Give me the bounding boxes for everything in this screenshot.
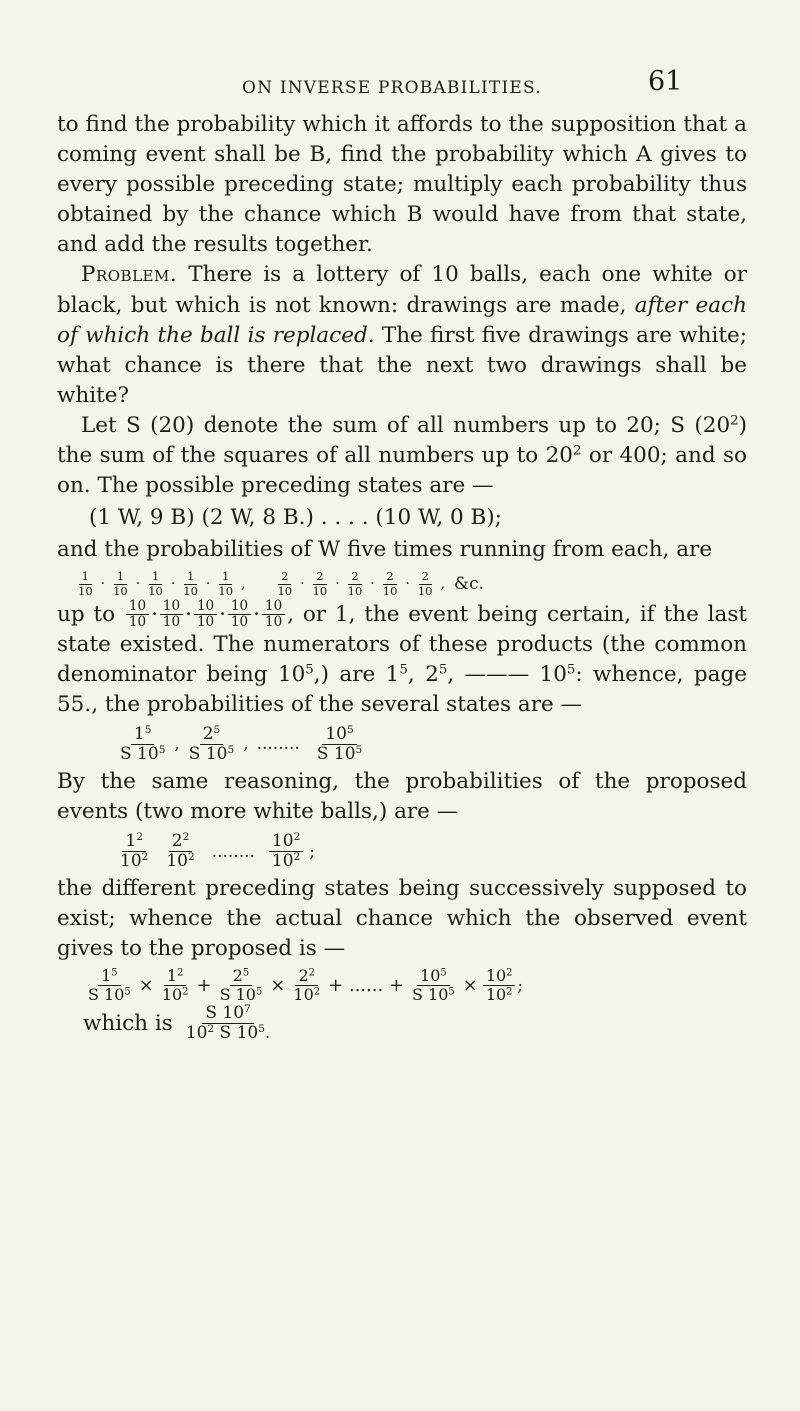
paragraph-and-probabilities: and the probabilities of W five times running from each, are (57, 537, 713, 563)
etc-mark: &c. (453, 574, 484, 595)
upto-text: or 1, the event being certain, if the last state existed. The numerators of these products (the common denominator being 10 (57, 601, 747, 687)
paragraph-by-same: By the same reasoning, the probabilities of the proposed events (two more white balls,) are — (57, 768, 747, 824)
state-frac-10: $\frac{10^5}{S 10^5}$ (316, 723, 363, 764)
upto-frac: $\frac{10}{10}$ (160, 600, 183, 630)
seq-frac: $\frac{2}{10}$ (277, 569, 293, 598)
problem-text-a: There is a lottery of 10 balls, each one white or black, but which is not known: drawings are made, (57, 262, 747, 318)
sum-term-event-10: $\frac{10^2}{10^2}$ (483, 968, 516, 1003)
let-text-a: Let S (20) denote the sum of all numbers up to 20; S (20 (81, 412, 731, 438)
which-is-label: which is (83, 1010, 173, 1036)
state-probability-fractions: $\frac{1^5}{S 10^5}$ , $\frac{2^5}{S 10^5}$ , ........ $\frac{10^5}{S 10^5}$ (111, 726, 747, 763)
upto-frac: $\frac{10}{10}$ (126, 600, 149, 630)
sum-term-state-1: $\frac{1^5}{S 10^5}$ (88, 966, 131, 1005)
problem-emphasis: after each of which the ball is replaced. (57, 292, 747, 348)
state-frac-2: $\frac{2^5}{S 10^5}$ (188, 723, 235, 764)
event-frac-2: $\frac{2^2}{10^2}$ (166, 831, 195, 872)
upto-frac: $\frac{10}{10}$ (194, 600, 217, 630)
sum-term-event-1: $\frac{1^2}{10^2}$ (161, 966, 189, 1005)
event-frac-1: $\frac{1^2}{10^2}$ (120, 831, 149, 872)
event-frac-10: $\frac{10^2}{10^2}$ (269, 833, 303, 870)
seq-frac: $\frac{2}{10}$ (417, 569, 433, 598)
page-number: 61 (648, 66, 683, 97)
paragraph-intro: to find the probability which it affords to the supposition that a coming event shall be B, find the probability which A gives to every possible preceding state; multiply each probability thus obtained by the chance which B would have from that state, and add the results together. (57, 112, 747, 258)
paragraph-different: the different preceding states being successively supposed to exist; whence the actual chance which the observed event gives to the proposed is — (57, 876, 747, 962)
page-header (0, 62, 800, 102)
sum-term-event-2: $\frac{2^2}{10^2}$ (293, 966, 321, 1005)
running-head: ON INVERSE PROBABILITIES. (242, 78, 542, 98)
probability-sequence: $\frac{1}{10}$ · $\frac{1}{10}$ · $\frac{1}{10}$ · $\frac{1}{10}$ · $\frac{1}{10}$ , $\frac{2}{10}$ · $\frac{2}{10}$ · $\frac{2}{10}$ · $\frac{2}{10}$ · $\frac{2}{10}$ , &c. (73, 569, 747, 599)
upto-label: up to (57, 601, 116, 627)
body-text (57, 110, 747, 1042)
states-list: (1 W, 9 B) (2 W, 8 B.) . . . . (10 W, 0 B); (89, 505, 502, 531)
seq-frac: $\frac{1}{10}$ (218, 569, 234, 598)
seq-frac: $\frac{1}{10}$ (78, 569, 93, 598)
exponent: 2 (730, 413, 739, 429)
state-frac-1: $\frac{1^5}{S 10^5}$ (120, 723, 166, 764)
upto-frac: $\frac{10}{10}$ (262, 600, 285, 630)
seq-frac: $\frac{1}{10}$ (183, 569, 198, 598)
paragraph-problem (57, 260, 747, 410)
upto-frac: $\frac{10}{10}$ (228, 600, 251, 630)
paragraph-upto: up to $\frac{10}{10}$ · $\frac{10}{10}$ · $\frac{10}{10}$ · $\frac{10}{10}$ · $\frac{10}{10}$ , or 1, the event being certain, if the last state existed. The numerators of these products (the common denominator being $10^5$,) are $1^5$, $2^5$, ——— $10^5$: whence, page 55., the probabilities of the several states are — (57, 597, 747, 717)
problem-label: Problem. (81, 262, 178, 288)
seq-frac: $\frac{1}{10}$ (113, 569, 128, 598)
let-text-c: or 400; and so on. The possible preceding states are — (57, 443, 747, 499)
ellipsis: ........ (256, 734, 300, 755)
sum-term-state-10: $\frac{10^5}{S 10^5}$ (412, 966, 455, 1005)
event-probability-fractions: $\frac{1^2}{10^2}$ $\frac{2^2}{10^2}$ ........ $\frac{10^2}{10^2}$ ; (111, 833, 747, 870)
combined-probability-sum: $\frac{1^5}{S 10^5}$ × $\frac{1^2}{10^2}$ + $\frac{2^5}{S 10^5}$ × $\frac{2^2}{10^2}$ + ...... + $\frac{10^5}{S 10^5}$ × $\frac{10^2}{10^2}$ ; (83, 968, 747, 1003)
seq-frac: $\frac{2}{10}$ (347, 569, 363, 598)
let-text-b: ) the sum of the squares of all numbers up to 20 (57, 412, 747, 469)
sum-term-state-2: $\frac{2^5}{S 10^5}$ (219, 966, 263, 1005)
exponent: 2 (573, 443, 582, 459)
problem-text-b: The first five drawings are white; what chance is there that the next two drawings shall be white? (57, 322, 747, 408)
seq-frac: $\frac{2}{10}$ (312, 569, 328, 598)
result-line (83, 1005, 747, 1042)
result-fraction: $\frac{S 10^7}{10^2 S 10^5.}$ (185, 1003, 271, 1044)
paragraph-let (57, 411, 747, 501)
seq-frac: $\frac{2}{10}$ (382, 569, 398, 598)
seq-frac: $\frac{1}{10}$ (148, 569, 163, 598)
ellipsis: ........ (211, 841, 255, 862)
